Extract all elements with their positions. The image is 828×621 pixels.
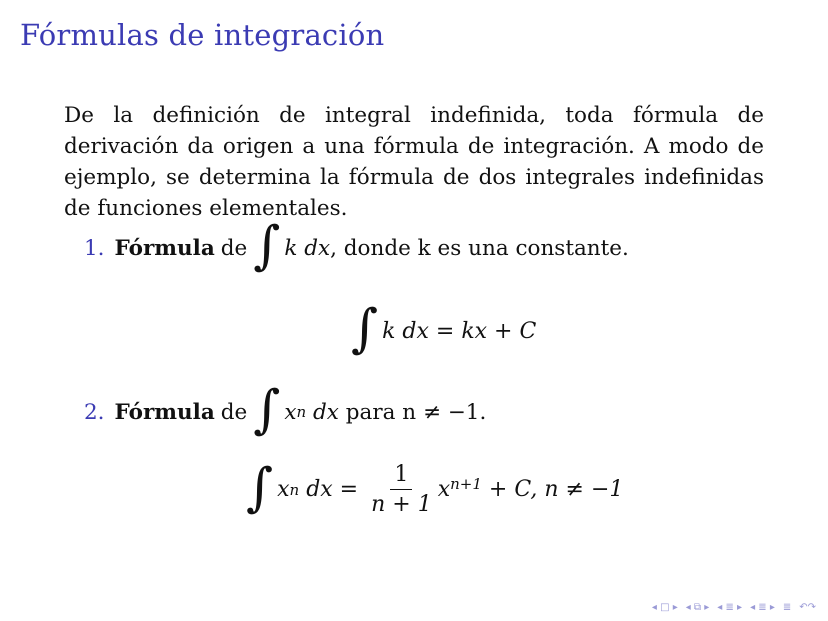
item-integrand-base: x [284, 399, 297, 425]
formula-2-x-exp: n+1 [450, 474, 482, 493]
item-number: 2. [84, 399, 105, 425]
formula-2-tail: + C, n ≠ −1 [488, 477, 624, 502]
formula-2 [240, 457, 624, 518]
fraction-numerator: 1 [390, 462, 412, 490]
nav-search-icon[interactable]: ↶↷ [799, 602, 816, 613]
beamer-navigation-bar [652, 602, 816, 613]
formula-2-x: x [437, 477, 451, 502]
formula-2-dx: dx = [306, 477, 359, 502]
item-bold-label: Fórmula [114, 399, 215, 425]
nav-section-icon[interactable]: ◂ ≣ ▸ [717, 602, 743, 613]
integral-sign-icon: ∫ [253, 380, 281, 440]
formula-2-exp: n [289, 480, 300, 499]
fraction [367, 462, 436, 517]
item-rest: para n ≠ −1. [345, 399, 487, 425]
item-number: 1. [84, 235, 105, 261]
fraction-denominator: n + 1 [371, 492, 432, 517]
nav-subsection-icon[interactable]: ◂ ⧉ ▸ [685, 602, 710, 613]
item-rest: , donde k es una constante. [330, 235, 629, 261]
intro-paragraph: De la definición de integral indefinida, toda fórmula de derivación da origen a una fórmula de integración. A modo de ejemplo, se determina la fórmula de dos integrales indefinidas de funciones elementales. [64, 103, 764, 221]
nav-presentation-icon[interactable]: ◂ ≣ ▸ [750, 602, 775, 613]
formula-1-text: k dx = kx + C [382, 318, 537, 344]
slide-title: Fórmulas de integración [20, 18, 385, 52]
item-integrand: k dx [284, 235, 331, 261]
item-integrand-exp: n [296, 403, 307, 421]
item-bold-label: Fórmula [114, 235, 215, 261]
list-item-2 [84, 380, 487, 440]
formula-2-base: x [277, 477, 290, 502]
item-integrand-dx: dx [313, 399, 339, 425]
integral-sign-icon: ∫ [351, 299, 379, 359]
list-item-1 [84, 216, 629, 276]
item-de: de [220, 399, 248, 425]
nav-toc-icon[interactable]: ≣ [782, 602, 792, 613]
formula-1 [345, 299, 537, 359]
integral-sign-icon: ∫ [246, 457, 274, 518]
integral-sign-icon: ∫ [253, 216, 281, 276]
nav-frame-icon[interactable]: ◂ □ ▸ [651, 602, 678, 613]
item-de: de [220, 235, 248, 261]
